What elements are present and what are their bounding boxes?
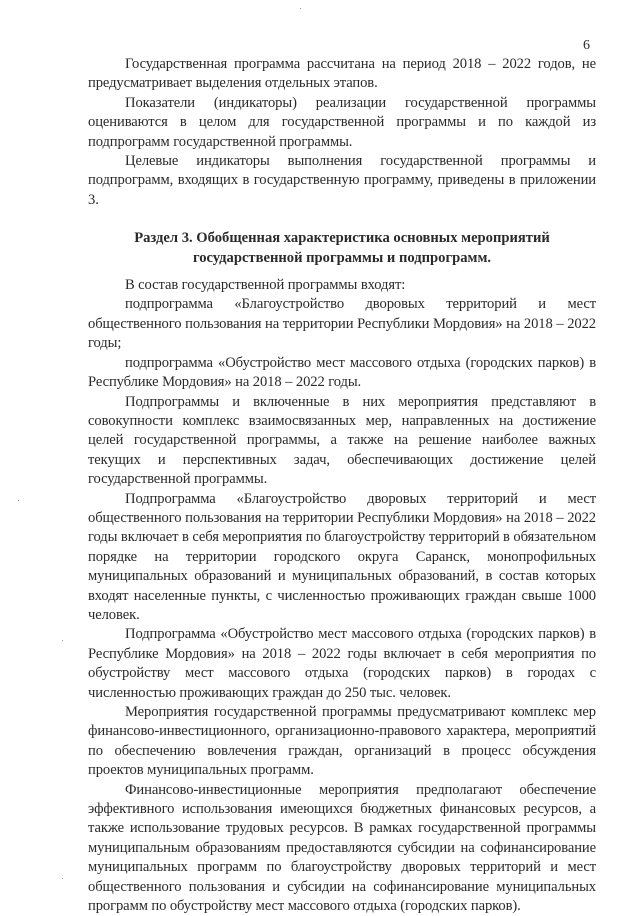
scan-speck: [18, 500, 19, 501]
scan-speck: [62, 640, 63, 641]
paragraph-indicators-evaluation: Показатели (индикаторы) реализации государственной программы оцениваются в целом для государственной программы и по каждой из подпрограмм государственной программы.: [88, 94, 596, 150]
paragraph-yards-subprogram-details: Подпрограмма «Благоустройство дворовых территорий и мест общественного пользования на территории Республики Мордовия» на 2018 – 2022 годы включает в себя мероприятия по благоустройству территорий в обязательном порядке на территории городского округа Саранск, монопрофильных муниципальных образований и муниципальных образований, в состав которых входят населенные пункты, с численностью проживающих граждан свыше 1000 человек.: [88, 490, 596, 623]
paragraph-measures-complex: Подпрограммы и включенные в них мероприятия представляют в совокупности комплекс взаимосвязанных мер, направленных на достижение целей государственной программы, а также на решение наиболее важных текущих и перспективных задач, обеспечивающих достижение целей государственной программы.: [88, 393, 596, 488]
paragraph-parks-subprogram-details: Подпрограмма «Обустройство мест массового отдыха (городских парков) в Республике Мордовия» на 2018 – 2022 годы включает в себя мероприятия по обустройству мест массового отдыха (городских парков) в городах с численностью проживающих граждан до 250 тыс. человек.: [88, 626, 596, 701]
page-number: 6: [583, 38, 590, 53]
scan-speck: [62, 878, 63, 879]
paragraph-target-indicators: Целевые индикаторы выполнения государственной программы и подпрограмм, входящих в государственную программу, приведены в приложении 3.: [88, 153, 596, 208]
section-heading: [88, 229, 596, 268]
section-heading-line-1: Раздел 3. Обобщенная характеристика основных мероприятий: [134, 230, 550, 247]
paragraph-financial-measures: Финансово-инвестиционные мероприятия предполагают обеспечение эффективного использования имеющихся бюджетных финансовых ресурсов, а также использование трудовых ресурсов. В рамках государственной программы муниципальным образованиям предоставляются субсидии на софинансирование муниципальных программ по благоустройству дворовых территорий и мест общественного пользования и субсидии на софинансирование муниципальных программ по обустройству мест массового отдыха (городских парков).: [88, 781, 596, 915]
paragraph-program-composition: В состав государственной программы входят:: [125, 277, 406, 294]
section-heading-line-2: государственной программы и подпрограмм.: [192, 249, 492, 266]
scan-speck: [300, 8, 301, 9]
paragraph-program-measures: Мероприятия государственной программы предусматривают комплекс мер финансово-инвестиционного, организационно-правового характера, мероприятий по обеспечению вовлечения граждан, организаций в процесс обсуждения проектов муниципальных программ.: [88, 704, 596, 779]
paragraph-program-period: Государственная программа рассчитана на период 2018 – 2022 годов, не предусматривает выделения отдельных этапов.: [88, 56, 596, 92]
paragraph-subprogram-parks: подпрограмма «Обустройство мест массового отдыха (городских парков) в Республике Мордовия» на 2018 – 2022 годы.: [88, 354, 596, 391]
paragraph-subprogram-yards: подпрограмма «Благоустройство дворовых территорий и мест общественного пользования на территории Республики Мордовия» на 2018 – 2022 годы;: [88, 296, 596, 352]
document-body: [88, 55, 596, 916]
